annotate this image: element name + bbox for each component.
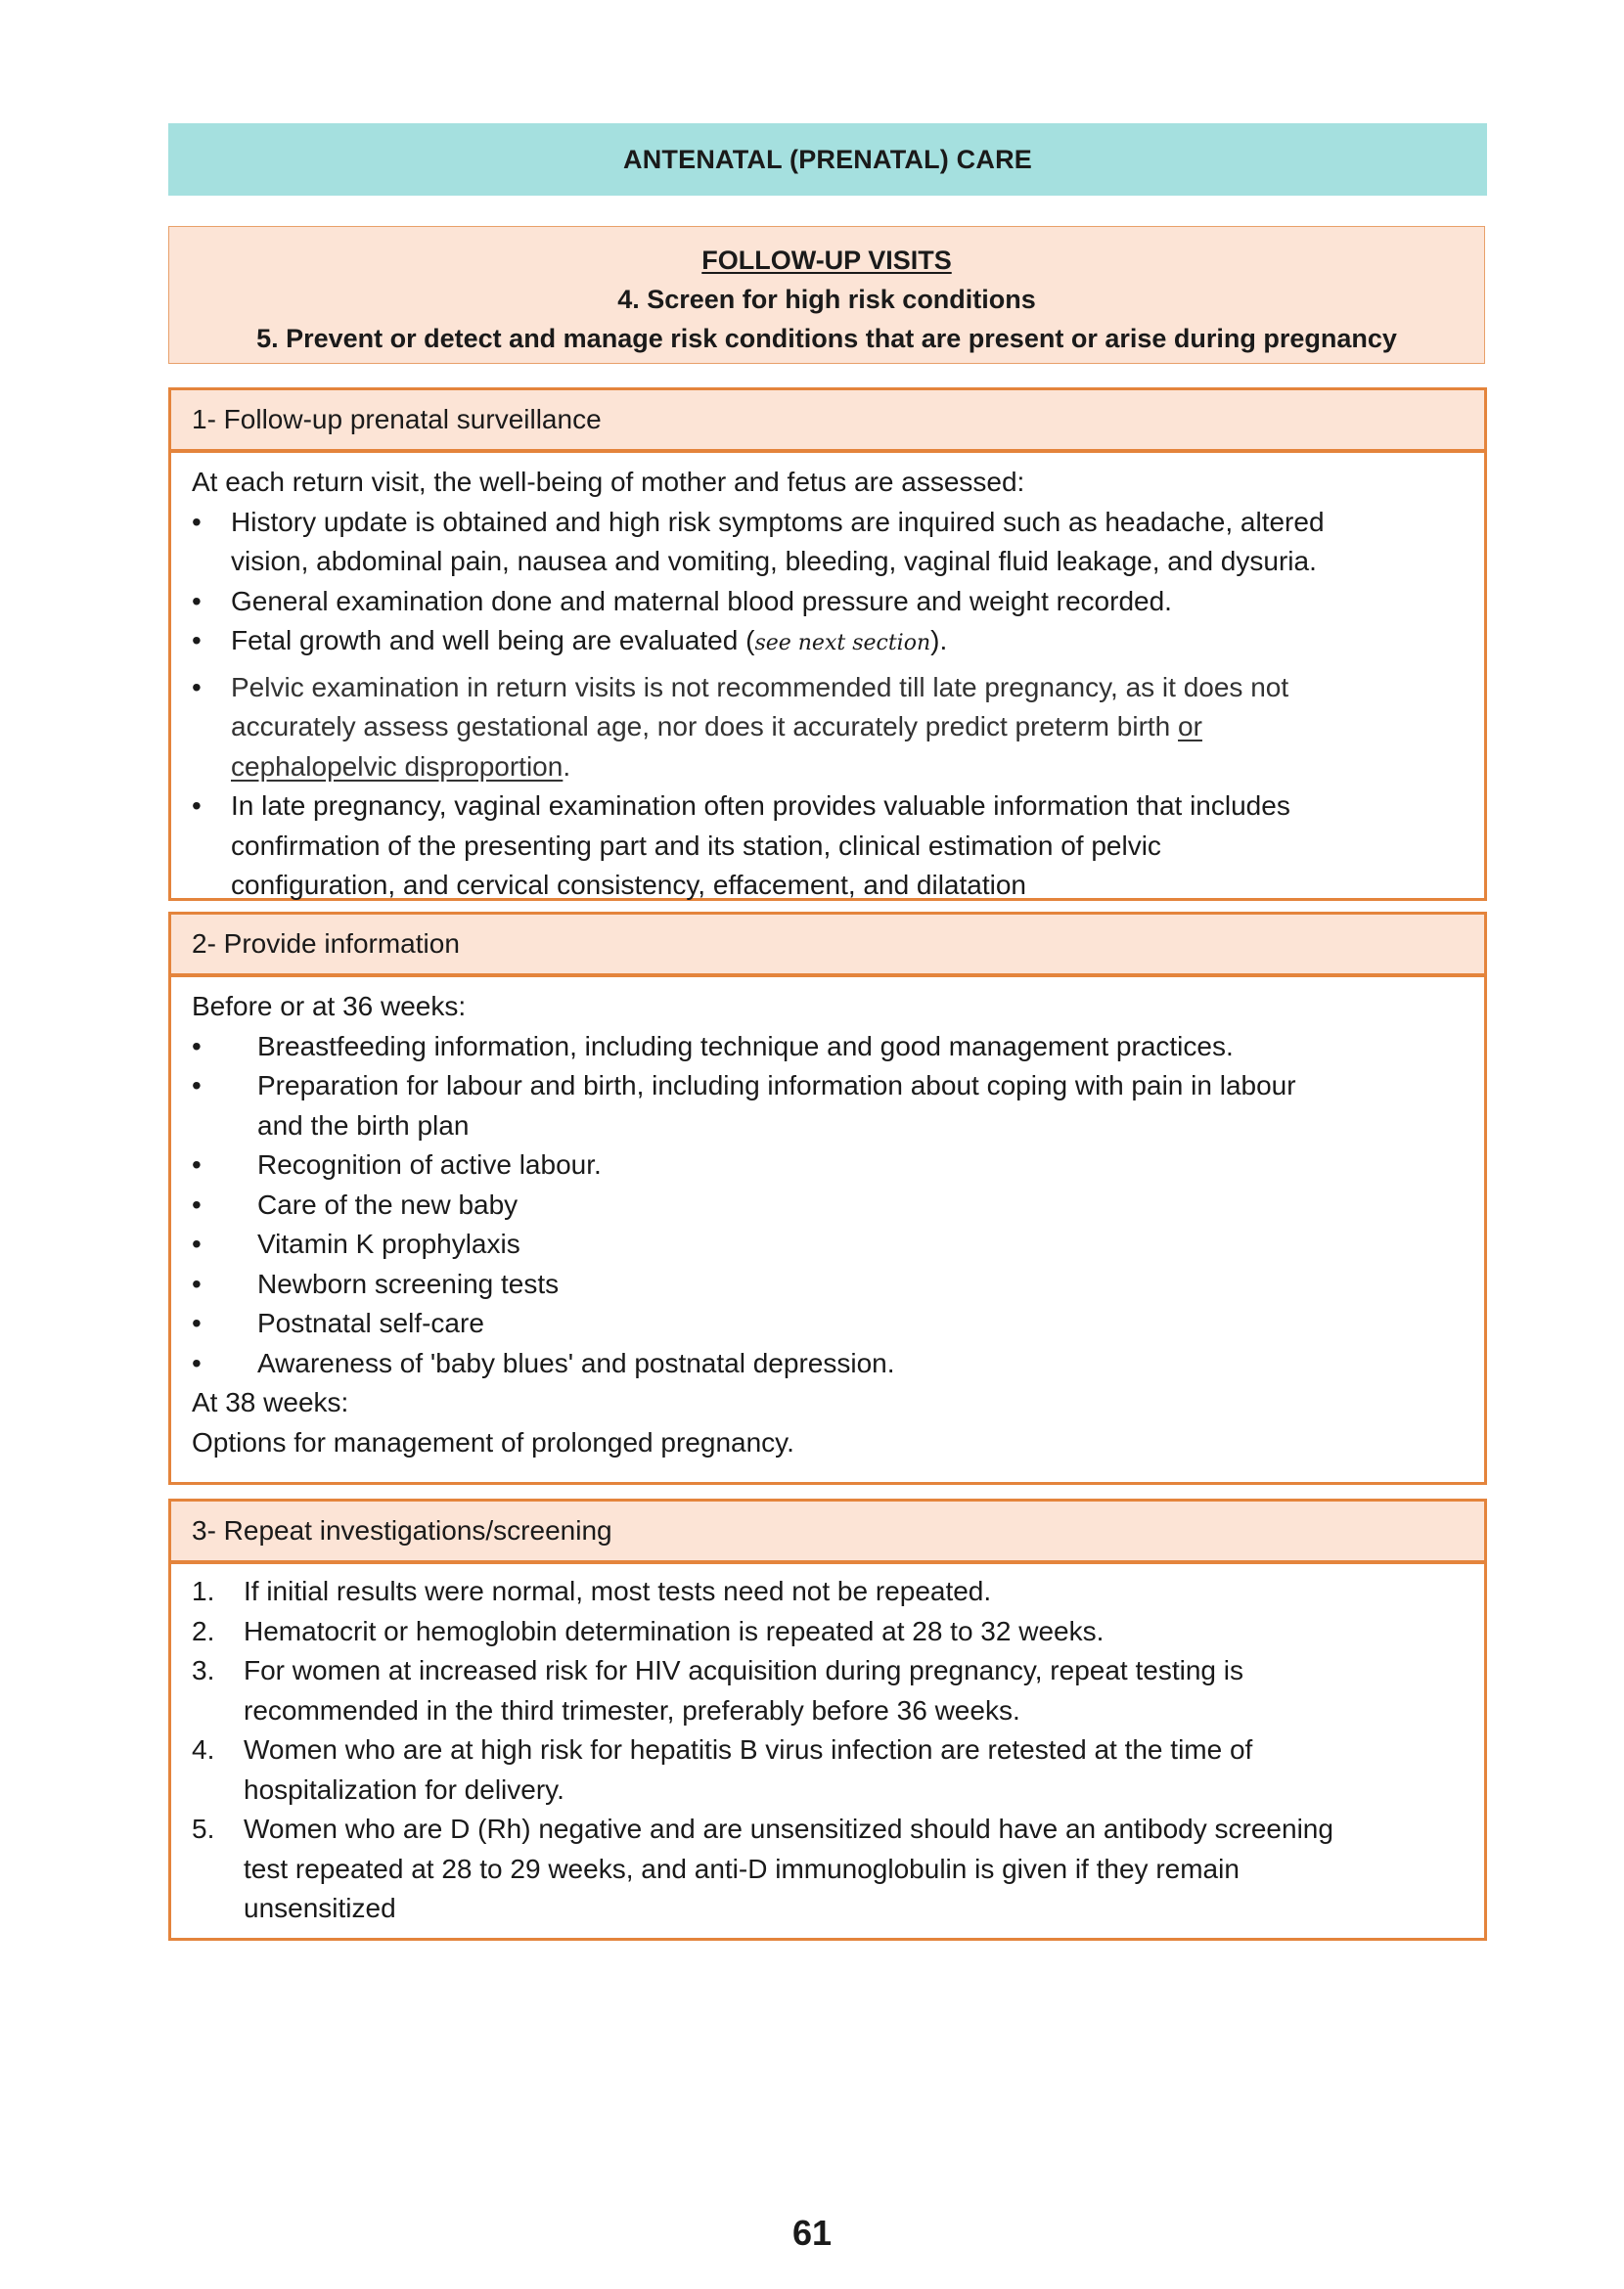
section-body — [171, 453, 1484, 906]
page-title: ANTENATAL (PRENATAL) CARE — [623, 144, 1032, 174]
section-header — [171, 915, 1484, 977]
list-item — [192, 1344, 1464, 1384]
bullet-icon: • — [192, 1030, 202, 1061]
followup-visits-box — [168, 226, 1485, 364]
item-number: 1. — [192, 1576, 215, 1606]
numbered-item — [192, 1810, 1464, 1929]
page-title-bar — [168, 123, 1487, 196]
list-item-text: test repeated at 28 to 29 weeks, and anti-D immunoglobulin is given if they remain — [244, 1853, 1240, 1884]
section-heading: 3- Repeat investigations/screening — [192, 1515, 612, 1546]
list-item-text: configuration, and cervical consistency, effacement, and dilatation — [231, 870, 1026, 900]
list-item-text: Vitamin K prophylaxis — [257, 1229, 520, 1259]
list-item-text — [231, 747, 1464, 787]
section-outro-text: Options for management of prolonged pregnancy. — [192, 1426, 794, 1458]
bullet-icon: • — [192, 1149, 202, 1180]
list-item-text: Hematocrit or hemoglobin determination is repeated at 28 to 32 weeks. — [244, 1615, 1105, 1646]
list-item-text: Recognition of active labour. — [257, 1149, 602, 1180]
list-item-text: Pelvic examination in return visits is not recommended till late pregnancy, as it does not — [231, 671, 1289, 702]
bullet-icon: • — [192, 1189, 202, 1220]
list-item — [192, 1186, 1464, 1226]
list-item-text: General examination done and maternal blood pressure and weight recorded. — [231, 585, 1172, 616]
list-item-text: recommended in the third trimester, preferably before 36 weeks. — [244, 1694, 1020, 1726]
numbered-item — [192, 1651, 1464, 1730]
section-outro-label: At 38 weeks: — [192, 1387, 349, 1417]
bullet-icon: • — [192, 1070, 202, 1100]
numbered-item — [192, 1572, 1464, 1612]
list-item-text-main: Fetal growth and well being are evaluated ( — [231, 625, 755, 655]
bullet-icon: • — [192, 1347, 202, 1378]
bullet-icon: • — [192, 1268, 202, 1299]
list-item-text: Women who are at high risk for hepatitis B virus infection are retested at the time of — [244, 1734, 1253, 1765]
section-body — [171, 1564, 1484, 1929]
item-number: 5. — [192, 1814, 215, 1844]
section-body — [171, 977, 1484, 1462]
list-item-text-tail: ). — [930, 625, 948, 655]
item-number: 2. — [192, 1615, 215, 1646]
section-heading: 1- Follow-up prenatal surveillance — [192, 404, 602, 434]
list-item-text — [231, 621, 1464, 664]
underlined-text: or — [1178, 711, 1202, 741]
numbered-item — [192, 1730, 1464, 1810]
section-header — [171, 1502, 1484, 1564]
list-item-text: unsensitized — [244, 1893, 396, 1923]
list-item — [192, 786, 1464, 906]
numbered-item — [192, 1612, 1464, 1652]
list-item-text: Preparation for labour and birth, including information about coping with pain in labour — [257, 1070, 1296, 1100]
list-item-text: Awareness of 'baby blues' and postnatal depression. — [257, 1347, 895, 1378]
bullet-icon: • — [192, 585, 202, 616]
list-item — [192, 1225, 1464, 1265]
list-item — [192, 1027, 1464, 1067]
list-item — [192, 1145, 1464, 1186]
bullet-icon: • — [192, 1229, 202, 1259]
list-item-text: hospitalization for delivery. — [244, 1773, 564, 1805]
list-item — [192, 621, 1464, 664]
followup-objective-5: 5. Prevent or detect and manage risk conditions that are present or arise during pregnancy — [256, 324, 1397, 353]
bullet-icon: • — [192, 790, 202, 821]
list-item — [192, 1304, 1464, 1344]
list-item-text: For women at increased risk for HIV acquisition during pregnancy, repeat testing is — [244, 1655, 1243, 1685]
list-item-text-main: accurately assess gestational age, nor does it accurately predict preterm birth — [231, 711, 1179, 741]
list-item — [192, 1066, 1464, 1145]
section-repeat-investigations — [168, 1499, 1487, 1941]
bullet-icon: • — [192, 506, 202, 537]
list-item — [192, 668, 1464, 787]
list-item-text: Women who are D (Rh) negative and are unsensitized should have an antibody screening — [244, 1814, 1333, 1844]
item-number: 3. — [192, 1655, 215, 1685]
page-number: 61 — [791, 2213, 833, 2253]
list-item-text: Breastfeeding information, including technique and good management practices. — [257, 1030, 1234, 1061]
section-heading: 2- Provide information — [192, 928, 460, 959]
list-item-text: Care of the new baby — [257, 1189, 519, 1220]
list-item-text: confirmation of the presenting part and its station, clinical estimation of pelvic — [231, 830, 1161, 861]
list-item-text: History update is obtained and high risk symptoms are inquired such as headache, altered — [231, 506, 1325, 537]
list-item-text — [231, 707, 1464, 747]
section-intro: Before or at 36 weeks: — [192, 991, 467, 1021]
list-item-text: In late pregnancy, vaginal examination often provides valuable information that includes — [231, 790, 1290, 821]
section-header — [171, 390, 1484, 453]
bullet-icon: • — [192, 625, 202, 655]
list-item — [192, 582, 1464, 622]
list-item-text: Postnatal self-care — [257, 1308, 484, 1338]
followup-title: FOLLOW-UP VISITS — [701, 246, 952, 275]
list-item-text-tail: . — [563, 750, 571, 782]
bullet-icon: • — [192, 1308, 202, 1338]
underlined-text: cephalopelvic disproportion — [231, 750, 564, 782]
item-number: 4. — [192, 1734, 215, 1765]
list-item-text: vision, abdominal pain, nausea and vomiting, bleeding, vaginal fluid leakage, and dysuria. — [231, 546, 1317, 576]
section-intro: At each return visit, the well-being of mother and fetus are assessed: — [192, 467, 1025, 497]
list-item-text: and the birth plan — [257, 1109, 470, 1141]
list-item — [192, 503, 1464, 582]
list-item — [192, 1265, 1464, 1305]
followup-objective-4: 4. Screen for high risk conditions — [617, 285, 1036, 314]
list-item-text: If initial results were normal, most tests need not be repeated. — [244, 1576, 992, 1606]
section-provide-information — [168, 912, 1487, 1485]
list-item-text: Newborn screening tests — [257, 1268, 560, 1299]
bullet-icon: • — [192, 671, 202, 702]
section-prenatal-surveillance — [168, 387, 1487, 901]
see-next-section-note: see next section — [754, 631, 931, 655]
